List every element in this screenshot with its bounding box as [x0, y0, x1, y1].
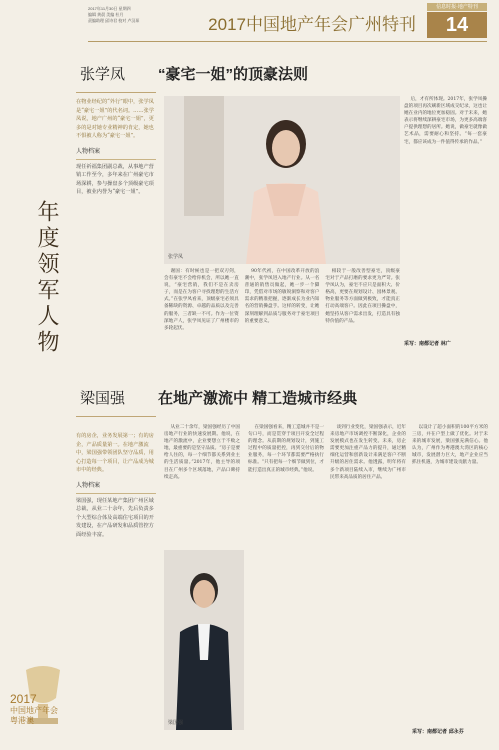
section2-photo-caption: 梁国强	[168, 720, 184, 726]
section2-profile-label: 人物档案	[76, 482, 101, 489]
section2-column-4: 以设计了超小面积的100平方米的三房，并在户型上做了优化。对于未来的城市发展，梁国强充满信心。他认为，广州作为粤港澳大湾区的核心城市，发展潜力巨大，地产企业应当抓住机遇，为城市建设贡献力量。	[412, 425, 488, 466]
section2-profile: 梁国强，现任某地产集团广州区域总裁，从业二十余年，先后负责多个大型综合体及高端住宅项目的开发建设，在产品研发和品质管控方面经验丰富。	[76, 497, 154, 538]
section1-sidebar	[76, 98, 156, 197]
date-line: 2017年11月30日 星期四	[88, 6, 131, 11]
section2-column-4-wrap	[412, 424, 488, 736]
section2-sidebar	[76, 432, 156, 539]
proof-line: 责编助理 邱诗君 校对 卢汉琛	[88, 18, 140, 23]
section1-column-1: 谢国：有时候也是一把双刃剑，会有豪宅不会给你机会，所以她一直说，“豪宅营销，我们不是在卖房子，而是在为客户寻找理想的生活方式。”在张学凤看来，顶级豪宅必须具备稀缺的资源、卓越的品质以及完善的服务，三者缺一不可。作为一位资深地产人，张学凤见证了广州楼市的多轮起伏。	[164, 269, 239, 331]
section2-column-3: 谈到行业变化，梁国强表示，近年来房地产市场调控不断深化，企业的发展模式也在发生转变。未来，房企需要更加注重产品力的提升，通过精细化运营和创新设计来满足客户不断升级的居住需求。他透露，明年将有多个新项目陆续入市，继续为广州市民带来高品质的居住产品。	[330, 425, 406, 480]
section1-headline: “豪宅一姐”的顶豪法则	[158, 66, 309, 83]
section1-column-3: 相较于一般改善型豪宅，顶级豪宅对于产品打磨的要求更为严苛。张学凤认为，豪宅不应只是面积大、价格高，更要在规划设计、园林景观、物业服务等方面做到极致，才能真正打动高端客户。因此在项目操盘中，她坚持从客户需求出发，打造具有独特价值的产品。	[325, 269, 401, 324]
section2-column-1	[164, 424, 240, 544]
section2-profile-rule	[76, 493, 156, 494]
newspaper-logo: 信息时报·地产特刊	[427, 3, 487, 11]
vertical-title: 年度领军人物	[34, 200, 59, 356]
section1-intro: 在物业经纪的“外行”眼中，张学凤是“豪宅一姐”的代名词。……张学凤说，地产广州的“豪宅一姐”，更多的是对她专业精神的肯定，她也不惧被人称为“豪宅一姐”。	[76, 99, 154, 139]
award-title: 中国地产年会	[10, 706, 58, 715]
section1-profile-label: 人物档案	[76, 148, 101, 155]
page-number: 14	[427, 12, 487, 38]
special-edition-title: 2017中国地产年会广州特刊	[208, 15, 416, 34]
award-year: 2017	[10, 692, 37, 706]
portrait-illustration	[164, 96, 400, 264]
section2-header	[80, 384, 487, 414]
section1-profile: 现任祈福集团副总裁，从事地产营销工作至今，多年来在广州豪宅市场深耕，参与操盘多个顶级豪宅项目，被业内誉为“豪宅一姐”。	[76, 163, 154, 195]
section1-reporter: 采写：南都记者 林广	[404, 341, 451, 347]
section2-intro: 有的房企，业务发展第一；有的房企，产品质量第一。在地产激流中，梁国强带领团队坚守品质，用心打造每一个项目，让产品成为城市中的经典。	[76, 433, 154, 473]
section1-portrait-photo	[164, 96, 400, 264]
section1-column-2: 90年代初，在中国改革开放的浪潮中，张学凤进入地产行业。从一名普通的销售员做起，她一步一个脚印，凭借对市场的敏锐洞察和对客户需求的精准把握，逐渐成长为业内知名的营销操盘手。这样的转变，让她深刻理解到品质与服务对于豪宅项目的重要意义。	[244, 269, 320, 324]
portrait-illustration-2	[164, 550, 244, 730]
section2-column-1-text: 从业二十余年，梁国强经历了中国房地产行业的快速发展期。他说，在地产的激流中，企业要想立于不败之地，最重要的是坚守品质。“房子是要给人住的，每一个细节都关系到业主的生活质量。”2017年，他主导的项目在广州多个区域落地，产品口碑持续走高。	[164, 425, 240, 480]
section2-person-name: 梁国强	[80, 390, 126, 407]
editor-line: 编辑 黄晨 美编 杜月	[88, 12, 124, 17]
section1-column-4	[404, 96, 487, 356]
section2-column-2: 在梁国强看来，精工造城并不是一句口号，而是贯穿于项目开发全过程的理念。从前期的规划设计，到施工过程中的质量把控，再到交付后的物业服务，每一个环节都需要严格执行标准。“只有把每一个细节做到位，才能打造出真正的城市经典。”他说。	[248, 425, 324, 473]
section2-reporter: 采写：南都记者 邱永芬	[412, 729, 464, 735]
section1-profile-rule	[76, 159, 156, 160]
section1-rule-left	[76, 92, 156, 93]
section1-photo-caption: 张学凤	[168, 254, 184, 260]
section1-text-columns	[164, 268, 400, 366]
header-divider	[88, 41, 487, 42]
section2-headline: 在地产激流中 精工造城市经典	[158, 390, 358, 407]
award-caption	[10, 692, 80, 726]
section2-rule-left	[76, 416, 156, 417]
section2-text-columns	[248, 424, 488, 736]
section1-header	[80, 60, 487, 90]
section2-portrait-photo	[164, 550, 244, 730]
award-sub: 粤港澳	[10, 716, 34, 725]
section1-person-name: 张学凤	[80, 66, 126, 83]
section1-column-4-text: 后，才有所体现。2017年，张学凤操盘的项目再次刷新区域成交纪录，这也让她在业内的地位更加稳固。对于未来，她表示将继续深耕豪宅市场，为更多高端客户提供理想的居所。她说，做豪宅就像做艺术品，需要耐心和坚持。“每一套豪宅，都应该成为一件值得传承的作品。”	[404, 97, 487, 145]
